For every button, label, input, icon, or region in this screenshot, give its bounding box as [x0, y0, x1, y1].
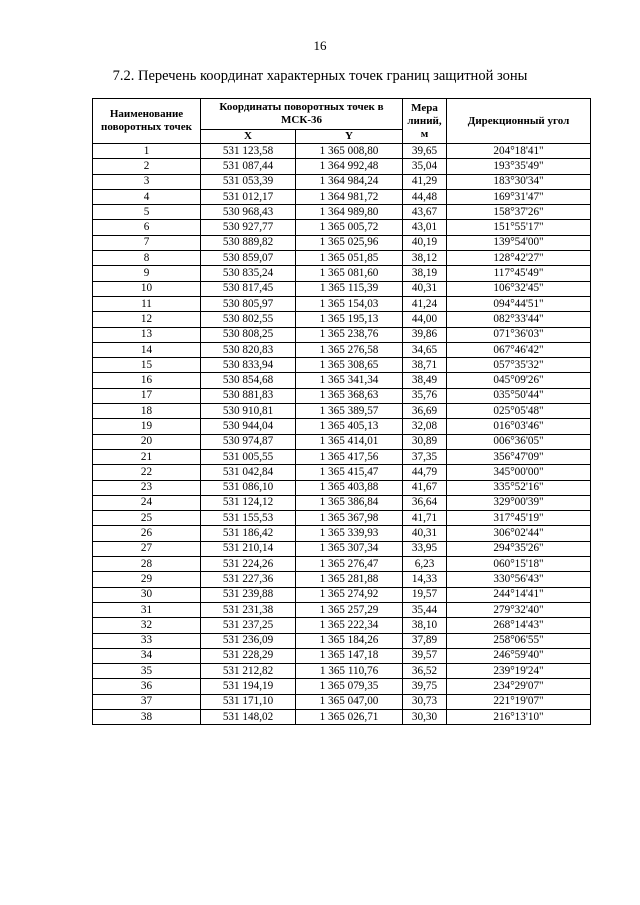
table-row: [93, 449, 591, 464]
table-row: [93, 266, 591, 281]
coordinates-table: [92, 98, 591, 725]
cell-x: 530 817,45: [201, 281, 296, 296]
cell-point-number: 4: [93, 189, 201, 204]
cell-direction-angle: 306°02'44": [447, 526, 591, 541]
table-row: [93, 709, 591, 724]
table-row: [93, 557, 591, 572]
cell-line-length: 44,79: [403, 465, 447, 480]
cell-point-number: 11: [93, 296, 201, 311]
cell-x: 531 239,88: [201, 587, 296, 602]
cell-direction-angle: 216°13'10": [447, 709, 591, 724]
cell-direction-angle: 246°59'40": [447, 648, 591, 663]
cell-line-length: 36,52: [403, 664, 447, 679]
cell-point-number: 15: [93, 358, 201, 373]
cell-direction-angle: 128°42'27": [447, 251, 591, 266]
cell-x: 531 224,26: [201, 557, 296, 572]
cell-point-number: 28: [93, 557, 201, 572]
cell-line-length: 38,71: [403, 358, 447, 373]
cell-x: 531 194,19: [201, 679, 296, 694]
table-body: [93, 144, 591, 725]
cell-x: 530 833,94: [201, 358, 296, 373]
header-x: X: [201, 130, 296, 144]
cell-direction-angle: 330°56'43": [447, 572, 591, 587]
cell-line-length: 44,48: [403, 189, 447, 204]
cell-x: 531 124,12: [201, 495, 296, 510]
cell-point-number: 36: [93, 679, 201, 694]
cell-direction-angle: 345°00'00": [447, 465, 591, 480]
table-row: [93, 281, 591, 296]
cell-y: 1 365 308,65: [296, 358, 403, 373]
cell-x: 531 086,10: [201, 480, 296, 495]
cell-x: 531 155,53: [201, 511, 296, 526]
cell-x: 531 087,44: [201, 159, 296, 174]
cell-point-number: 13: [93, 327, 201, 342]
cell-y: 1 365 079,35: [296, 679, 403, 694]
table-row: [93, 465, 591, 480]
cell-direction-angle: 294°35'26": [447, 541, 591, 556]
cell-line-length: 6,23: [403, 557, 447, 572]
cell-y: 1 365 389,57: [296, 404, 403, 419]
table-row: [93, 144, 591, 159]
cell-x: 531 212,82: [201, 664, 296, 679]
cell-x: 531 186,42: [201, 526, 296, 541]
cell-line-length: 40,19: [403, 235, 447, 250]
cell-line-length: 43,01: [403, 220, 447, 235]
cell-point-number: 16: [93, 373, 201, 388]
cell-line-length: 38,49: [403, 373, 447, 388]
cell-line-length: 38,10: [403, 618, 447, 633]
cell-line-length: 40,31: [403, 526, 447, 541]
cell-x: 530 835,24: [201, 266, 296, 281]
cell-line-length: 39,86: [403, 327, 447, 342]
cell-line-length: 35,44: [403, 602, 447, 617]
cell-direction-angle: 193°35'49": [447, 159, 591, 174]
cell-x: 531 237,25: [201, 618, 296, 633]
cell-line-length: 41,24: [403, 296, 447, 311]
cell-point-number: 18: [93, 404, 201, 419]
cell-line-length: 34,65: [403, 342, 447, 357]
cell-line-length: 30,30: [403, 709, 447, 724]
table-row: [93, 679, 591, 694]
cell-direction-angle: 317°45'19": [447, 511, 591, 526]
cell-point-number: 2: [93, 159, 201, 174]
cell-point-number: 22: [93, 465, 201, 480]
cell-point-number: 5: [93, 205, 201, 220]
cell-y: 1 365 414,01: [296, 434, 403, 449]
cell-y: 1 365 047,00: [296, 694, 403, 709]
cell-y: 1 365 026,71: [296, 709, 403, 724]
cell-direction-angle: 045°09'26": [447, 373, 591, 388]
cell-direction-angle: 151°55'17": [447, 220, 591, 235]
table-row: [93, 174, 591, 189]
cell-y: 1 365 403,88: [296, 480, 403, 495]
cell-x: 531 005,55: [201, 449, 296, 464]
cell-direction-angle: 279°32'40": [447, 602, 591, 617]
cell-x: 531 012,17: [201, 189, 296, 204]
cell-line-length: 40,31: [403, 281, 447, 296]
cell-point-number: 32: [93, 618, 201, 633]
cell-direction-angle: 258°06'55": [447, 633, 591, 648]
cell-y: 1 364 989,80: [296, 205, 403, 220]
cell-direction-angle: 060°15'18": [447, 557, 591, 572]
cell-line-length: 35,76: [403, 388, 447, 403]
table-row: [93, 648, 591, 663]
cell-y: 1 365 115,39: [296, 281, 403, 296]
cell-x: 530 820,83: [201, 342, 296, 357]
cell-direction-angle: 082°33'44": [447, 312, 591, 327]
table-row: [93, 434, 591, 449]
cell-line-length: 35,04: [403, 159, 447, 174]
cell-x: 530 854,68: [201, 373, 296, 388]
table-row: [93, 327, 591, 342]
cell-y: 1 365 154,03: [296, 296, 403, 311]
cell-x: 531 053,39: [201, 174, 296, 189]
cell-y: 1 365 257,29: [296, 602, 403, 617]
cell-y: 1 365 005,72: [296, 220, 403, 235]
table-row: [93, 251, 591, 266]
cell-direction-angle: 106°32'45": [447, 281, 591, 296]
table-row: [93, 296, 591, 311]
cell-point-number: 29: [93, 572, 201, 587]
cell-direction-angle: 035°50'44": [447, 388, 591, 403]
cell-x: 530 927,77: [201, 220, 296, 235]
section-heading: 7.2. Перечень координат характерных точек границ защитной зоны: [112, 68, 528, 84]
cell-x: 531 123,58: [201, 144, 296, 159]
header-coordinates: Координаты поворотных точек в МСК-36: [201, 99, 403, 130]
cell-line-length: 41,29: [403, 174, 447, 189]
cell-y: 1 365 184,26: [296, 633, 403, 648]
cell-direction-angle: 169°31'47": [447, 189, 591, 204]
cell-direction-angle: 329°00'39": [447, 495, 591, 510]
cell-point-number: 8: [93, 251, 201, 266]
cell-y: 1 365 276,47: [296, 557, 403, 572]
cell-direction-angle: 268°14'43": [447, 618, 591, 633]
cell-direction-angle: 057°35'32": [447, 358, 591, 373]
header-point-name: Наименование поворотных точек: [93, 99, 201, 144]
cell-y: 1 365 417,56: [296, 449, 403, 464]
cell-x: 531 236,09: [201, 633, 296, 648]
cell-line-length: 39,75: [403, 679, 447, 694]
cell-x: 531 042,84: [201, 465, 296, 480]
table-row: [93, 602, 591, 617]
cell-point-number: 9: [93, 266, 201, 281]
cell-direction-angle: 016°03'46": [447, 419, 591, 434]
cell-x: 531 227,36: [201, 572, 296, 587]
cell-line-length: 32,08: [403, 419, 447, 434]
cell-y: 1 364 981,72: [296, 189, 403, 204]
cell-x: 530 944,04: [201, 419, 296, 434]
cell-y: 1 365 238,76: [296, 327, 403, 342]
table-row: [93, 404, 591, 419]
cell-direction-angle: 067°46'42": [447, 342, 591, 357]
cell-line-length: 39,65: [403, 144, 447, 159]
cell-point-number: 19: [93, 419, 201, 434]
table-row: [93, 572, 591, 587]
table-row: [93, 511, 591, 526]
table-header: [93, 99, 591, 144]
cell-line-length: 36,64: [403, 495, 447, 510]
cell-line-length: 30,89: [403, 434, 447, 449]
cell-line-length: 38,19: [403, 266, 447, 281]
cell-x: 530 910,81: [201, 404, 296, 419]
cell-point-number: 7: [93, 235, 201, 250]
table-row: [93, 235, 591, 250]
table-row: [93, 388, 591, 403]
cell-line-length: 44,00: [403, 312, 447, 327]
table-row: [93, 495, 591, 510]
cell-direction-angle: 006°36'05": [447, 434, 591, 449]
cell-direction-angle: 025°05'48": [447, 404, 591, 419]
cell-x: 530 889,82: [201, 235, 296, 250]
cell-point-number: 10: [93, 281, 201, 296]
cell-line-length: 43,67: [403, 205, 447, 220]
cell-x: 530 808,25: [201, 327, 296, 342]
cell-line-length: 37,89: [403, 633, 447, 648]
table-row: [93, 373, 591, 388]
table-row: [93, 159, 591, 174]
cell-direction-angle: 234°29'07": [447, 679, 591, 694]
cell-point-number: 17: [93, 388, 201, 403]
cell-line-length: 39,57: [403, 648, 447, 663]
cell-y: 1 365 051,85: [296, 251, 403, 266]
table-row: [93, 205, 591, 220]
cell-y: 1 365 276,58: [296, 342, 403, 357]
cell-point-number: 24: [93, 495, 201, 510]
header-y: Y: [296, 130, 403, 144]
cell-y: 1 365 222,34: [296, 618, 403, 633]
cell-point-number: 26: [93, 526, 201, 541]
cell-point-number: 20: [93, 434, 201, 449]
cell-y: 1 365 008,80: [296, 144, 403, 159]
cell-point-number: 1: [93, 144, 201, 159]
cell-point-number: 27: [93, 541, 201, 556]
cell-direction-angle: 094°44'51": [447, 296, 591, 311]
cell-y: 1 365 405,13: [296, 419, 403, 434]
table-row: [93, 480, 591, 495]
cell-point-number: 35: [93, 664, 201, 679]
cell-point-number: 21: [93, 449, 201, 464]
cell-y: 1 365 281,88: [296, 572, 403, 587]
table-row: [93, 312, 591, 327]
cell-direction-angle: 204°18'41": [447, 144, 591, 159]
page-number: 16: [313, 38, 327, 53]
cell-y: 1 365 195,13: [296, 312, 403, 327]
table-row: [93, 587, 591, 602]
cell-x: 531 210,14: [201, 541, 296, 556]
cell-y: 1 364 992,48: [296, 159, 403, 174]
cell-point-number: 14: [93, 342, 201, 357]
cell-y: 1 365 367,98: [296, 511, 403, 526]
cell-line-length: 41,71: [403, 511, 447, 526]
table-row: [93, 342, 591, 357]
cell-line-length: 38,12: [403, 251, 447, 266]
table-row: [93, 694, 591, 709]
cell-y: 1 365 274,92: [296, 587, 403, 602]
table-row: [93, 664, 591, 679]
cell-point-number: 31: [93, 602, 201, 617]
cell-line-length: 41,67: [403, 480, 447, 495]
cell-point-number: 37: [93, 694, 201, 709]
cell-direction-angle: 221°19'07": [447, 694, 591, 709]
cell-x: 531 171,10: [201, 694, 296, 709]
cell-direction-angle: 117°45'49": [447, 266, 591, 281]
cell-direction-angle: 335°52'16": [447, 480, 591, 495]
cell-direction-angle: 239°19'24": [447, 664, 591, 679]
cell-direction-angle: 183°30'34": [447, 174, 591, 189]
cell-y: 1 365 025,96: [296, 235, 403, 250]
cell-x: 530 805,97: [201, 296, 296, 311]
cell-y: 1 365 415,47: [296, 465, 403, 480]
cell-point-number: 6: [93, 220, 201, 235]
cell-x: 531 148,02: [201, 709, 296, 724]
cell-line-length: 14,33: [403, 572, 447, 587]
cell-x: 530 859,07: [201, 251, 296, 266]
cell-point-number: 33: [93, 633, 201, 648]
cell-line-length: 37,35: [403, 449, 447, 464]
cell-y: 1 365 110,76: [296, 664, 403, 679]
cell-y: 1 364 984,24: [296, 174, 403, 189]
table-row: [93, 189, 591, 204]
cell-line-length: 30,73: [403, 694, 447, 709]
cell-line-length: 19,57: [403, 587, 447, 602]
cell-direction-angle: 158°37'26": [447, 205, 591, 220]
cell-x: 530 802,55: [201, 312, 296, 327]
cell-point-number: 12: [93, 312, 201, 327]
cell-y: 1 365 147,18: [296, 648, 403, 663]
cell-point-number: 3: [93, 174, 201, 189]
cell-y: 1 365 368,63: [296, 388, 403, 403]
cell-y: 1 365 081,60: [296, 266, 403, 281]
cell-line-length: 36,69: [403, 404, 447, 419]
cell-y: 1 365 307,34: [296, 541, 403, 556]
cell-direction-angle: 071°36'03": [447, 327, 591, 342]
table-row: [93, 618, 591, 633]
cell-point-number: 38: [93, 709, 201, 724]
cell-y: 1 365 339,93: [296, 526, 403, 541]
cell-line-length: 33,95: [403, 541, 447, 556]
cell-x: 530 974,87: [201, 434, 296, 449]
cell-y: 1 365 341,34: [296, 373, 403, 388]
cell-point-number: 30: [93, 587, 201, 602]
table-row: [93, 220, 591, 235]
header-direction-angle: Дирекционный угол: [447, 99, 591, 144]
cell-x: 531 231,38: [201, 602, 296, 617]
cell-y: 1 365 386,84: [296, 495, 403, 510]
cell-direction-angle: 244°14'41": [447, 587, 591, 602]
cell-direction-angle: 356°47'09": [447, 449, 591, 464]
table-row: [93, 419, 591, 434]
cell-point-number: 25: [93, 511, 201, 526]
table-row: [93, 526, 591, 541]
cell-x: 530 968,43: [201, 205, 296, 220]
cell-x: 530 881,83: [201, 388, 296, 403]
cell-x: 531 228,29: [201, 648, 296, 663]
table-row: [93, 633, 591, 648]
table-row: [93, 541, 591, 556]
table-row: [93, 358, 591, 373]
cell-point-number: 23: [93, 480, 201, 495]
cell-point-number: 34: [93, 648, 201, 663]
header-line-length: Мера линий, м: [403, 99, 447, 144]
cell-direction-angle: 139°54'00": [447, 235, 591, 250]
